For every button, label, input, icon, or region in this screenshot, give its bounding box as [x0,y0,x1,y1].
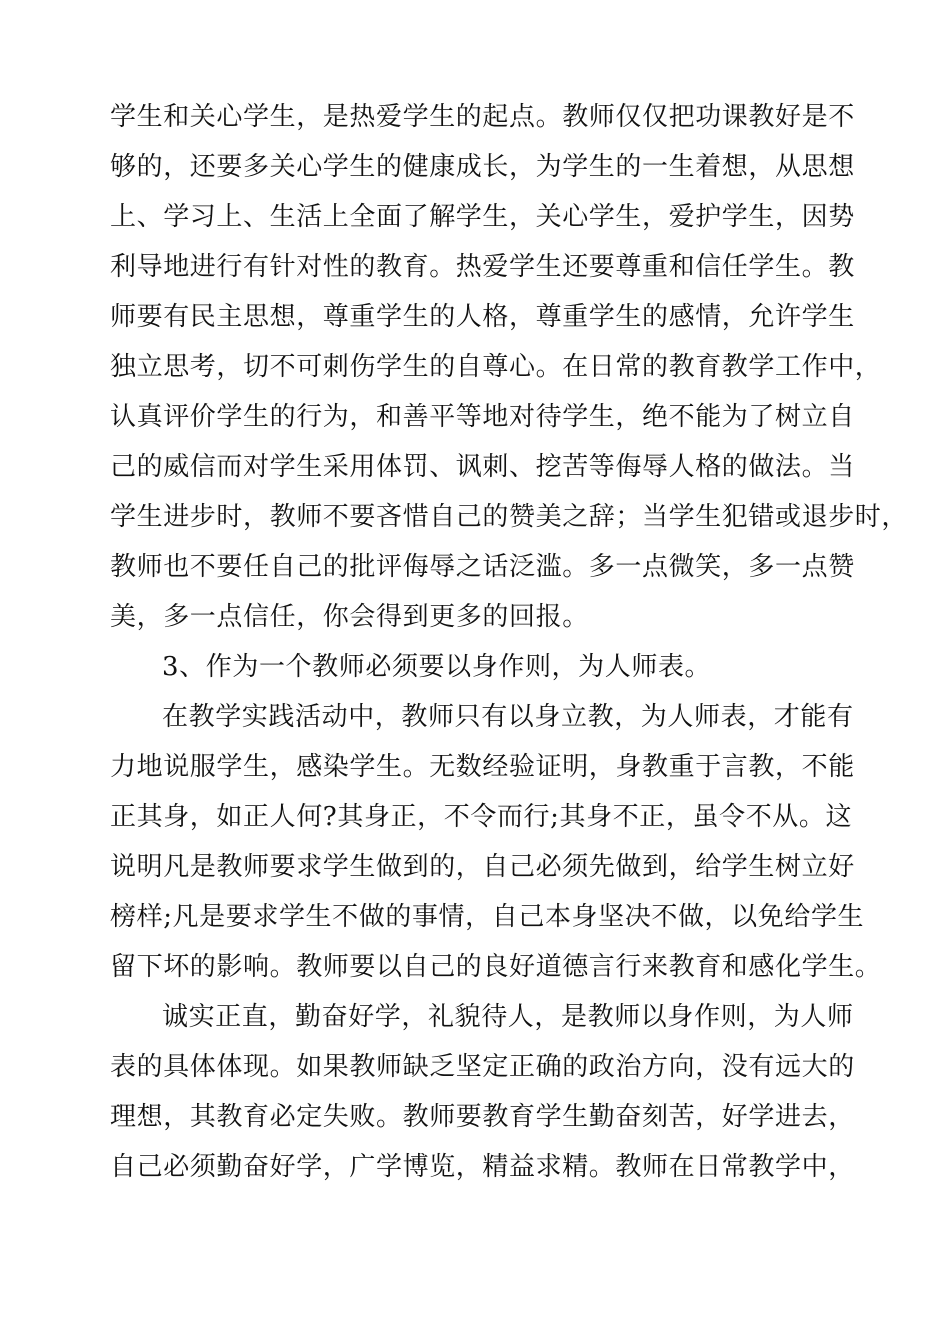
text-line: 够的，还要多关心学生的健康成长，为学生的一生着想，从思想 [110,152,855,182]
text-line: 利导地进行有针对性的教育。热爱学生还要尊重和信任学生。教 [110,252,855,282]
text-line: 正其身，如正人何?其身正，不令而行;其身不正，虽令不从。这 [110,802,853,832]
text-line: 榜样;凡是要求学生不做的事情，自己本身坚决不做，以免给学生 [110,902,865,932]
text-line: 己的威信而对学生采用体罚、讽刺、挖苦等侮辱人格的做法。当 [110,452,855,482]
paragraph-first-line: 在教学实践活动中，教师只有以身立教，为人师表，才能有 [162,702,854,732]
section-heading: 3、作为一个教师必须要以身作则，为人师表。 [162,652,712,682]
text-line: 学生和关心学生，是热爱学生的起点。教师仅仅把功课教好是不 [110,102,855,132]
text-line: 表的具体体现。如果教师缺乏坚定正确的政治方向，没有远大的 [110,1052,855,1082]
text-line: 师要有民主思想，尊重学生的人格，尊重学生的感情，允许学生 [110,302,855,332]
text-line: 力地说服学生，感染学生。无数经验证明，身教重于言教，不能 [110,752,855,782]
text-line: 说明凡是教师要求学生做到的，自己必须先做到，给学生树立好 [110,852,855,882]
text-line: 教师也不要任自己的批评侮辱之话泛滥。多一点微笑，多一点赞 [110,552,855,582]
text-line: 独立思考，切不可刺伤学生的自尊心。在日常的教育教学工作中， [110,352,882,382]
text-line: 理想，其教育必定失败。教师要教育学生勤奋刻苦，好学进去， [110,1102,855,1132]
text-line: 留下坏的影响。教师要以自己的良好道德言行来教育和感化学生。 [110,952,882,982]
text-line: 美，多一点信任，你会得到更多的回报。 [110,602,589,632]
paragraph-first-line: 诚实正直，勤奋好学，礼貌待人，是教师以身作则，为人师 [162,1002,854,1032]
text-line: 上、学习上、生活上全面了解学生，关心学生，爱护学生，因势 [110,202,855,232]
text-line: 认真评价学生的行为，和善平等地对待学生，绝不能为了树立自 [110,402,855,432]
text-line: 学生进步时，教师不要吝惜自己的赞美之辞；当学生犯错或退步时， [110,502,909,532]
text-line: 自己必须勤奋好学，广学博览，精益求精。教师在日常教学中， [110,1152,855,1182]
